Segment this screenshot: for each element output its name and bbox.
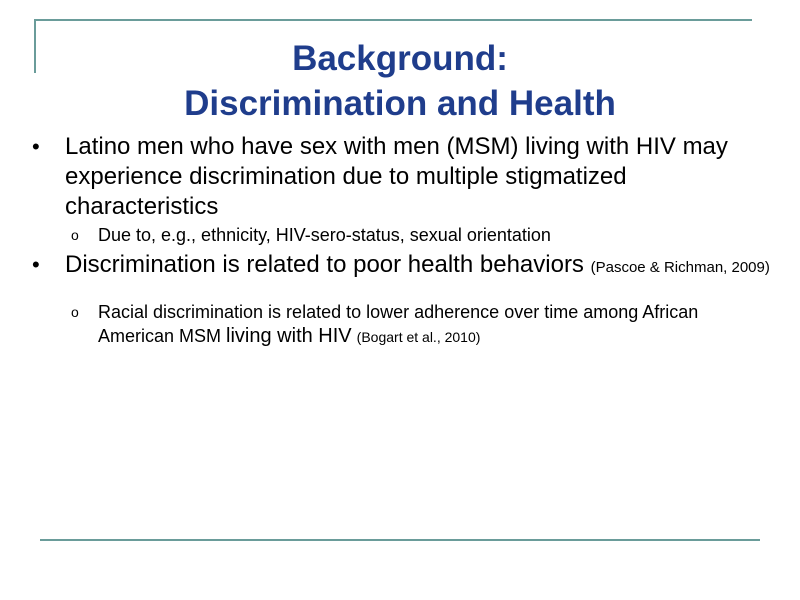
sub-bullet-text-block [98, 300, 761, 349]
slide-title [0, 36, 800, 126]
slide-title-line-1: Background: [292, 39, 508, 78]
citation: (Bogart et al., 2010) [356, 329, 481, 345]
citation: (Pascoe & Richman, 2009) [590, 259, 770, 276]
bullet-text: Discrimination is related to poor health behaviors [65, 251, 584, 278]
sub-bullet-marker: o [71, 227, 79, 243]
sub-bullet-text: Racial discrimination is related to lower adherence over time among African American MSM [98, 302, 699, 346]
sub-bullet-text: Due to, e.g., ethnicity, HIV-sero-status, sexual orientation [98, 225, 551, 245]
sub-bullet-marker: o [71, 304, 79, 320]
sub-bullet-item-1 [71, 223, 761, 247]
slide-title-line-2: Discrimination and Health [184, 84, 616, 123]
bullet-item-2 [32, 250, 772, 280]
sub-bullet-text-large: living with HIV [226, 325, 352, 347]
bullet-marker: • [32, 134, 40, 159]
bullet-marker: • [32, 252, 40, 277]
bullet-text: Latino men who have sex with men (MSM) living with HIV may experience discrimination due to multiple stigmatized characteristics [65, 133, 728, 220]
sub-bullet-item-2 [71, 300, 761, 349]
bottom-accent-line [40, 539, 760, 541]
bullet-text-block [65, 250, 772, 280]
bullet-item-1 [32, 132, 772, 222]
top-accent-line [34, 19, 752, 21]
